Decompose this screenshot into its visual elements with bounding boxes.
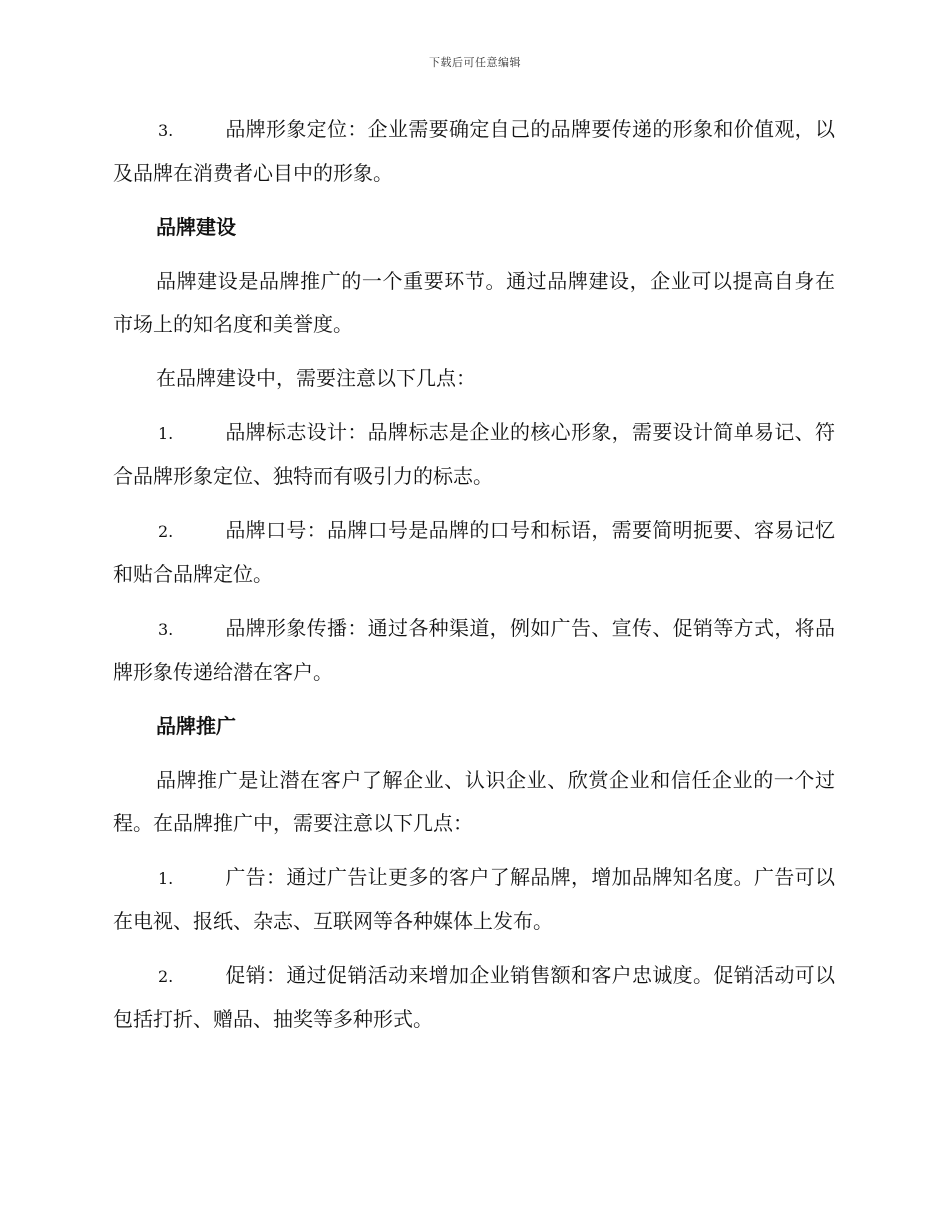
paragraph-brand-promotion-intro: 品牌推广是让潜在客户了解企业、认识企业、欣赏企业和信任企业的一个过程。在品牌推广中，需要注意以下几点： [113,768,835,835]
list-text: 品牌形象传播：通过各种渠道，例如广告、宣传、促销等方式，将品牌形象传递给潜在客户。 [113,616,835,684]
list-number: 2. [158,967,174,986]
page-header: 下载后可任意编辑 [429,56,521,69]
section-heading-brand-promotion: 品牌推广 [156,714,236,738]
paragraph-brand-building-intro: 品牌建设是品牌推广的一个重要环节。通过品牌建设，企业可以提高自身在市场上的知名度和美誉度。 [113,269,835,336]
section-heading-brand-building: 品牌建设 [156,215,236,239]
list-text: 品牌标志设计：品牌标志是企业的核心形象，需要设计简单易记、符合品牌形象定位、独特而有吸引力的标志。 [113,420,835,488]
list-number: 1. [158,424,174,443]
list-number: 2. [158,522,174,541]
list-number: 3. [158,620,174,639]
list-item-image-spread [113,607,835,694]
list-number: 1. [158,869,174,888]
list-item-advertising [113,856,835,943]
paragraph-brand-building-notes: 在品牌建设中，需要注意以下几点： [156,366,476,390]
list-item-brand-image-positioning [113,108,835,195]
list-number: 3. [158,121,174,140]
list-text: 品牌形象定位：企业需要确定自己的品牌要传递的形象和价值观，以及品牌在消费者心目中的形象。 [113,117,835,185]
list-text: 促销：通过促销活动来增加企业销售额和客户忠诚度。促销活动可以包括打折、赠品、抽奖等多种形式。 [113,963,835,1031]
list-item-logo-design [113,411,835,498]
list-item-slogan [113,509,835,596]
list-item-sales-promotion [113,954,835,1041]
list-text: 品牌口号：品牌口号是品牌的口号和标语，需要简明扼要、容易记忆和贴合品牌定位。 [113,518,835,586]
list-text: 广告：通过广告让更多的客户了解品牌，增加品牌知名度。广告可以在电视、报纸、杂志、互联网等各种媒体上发布。 [113,865,835,933]
document-body [113,108,835,1052]
